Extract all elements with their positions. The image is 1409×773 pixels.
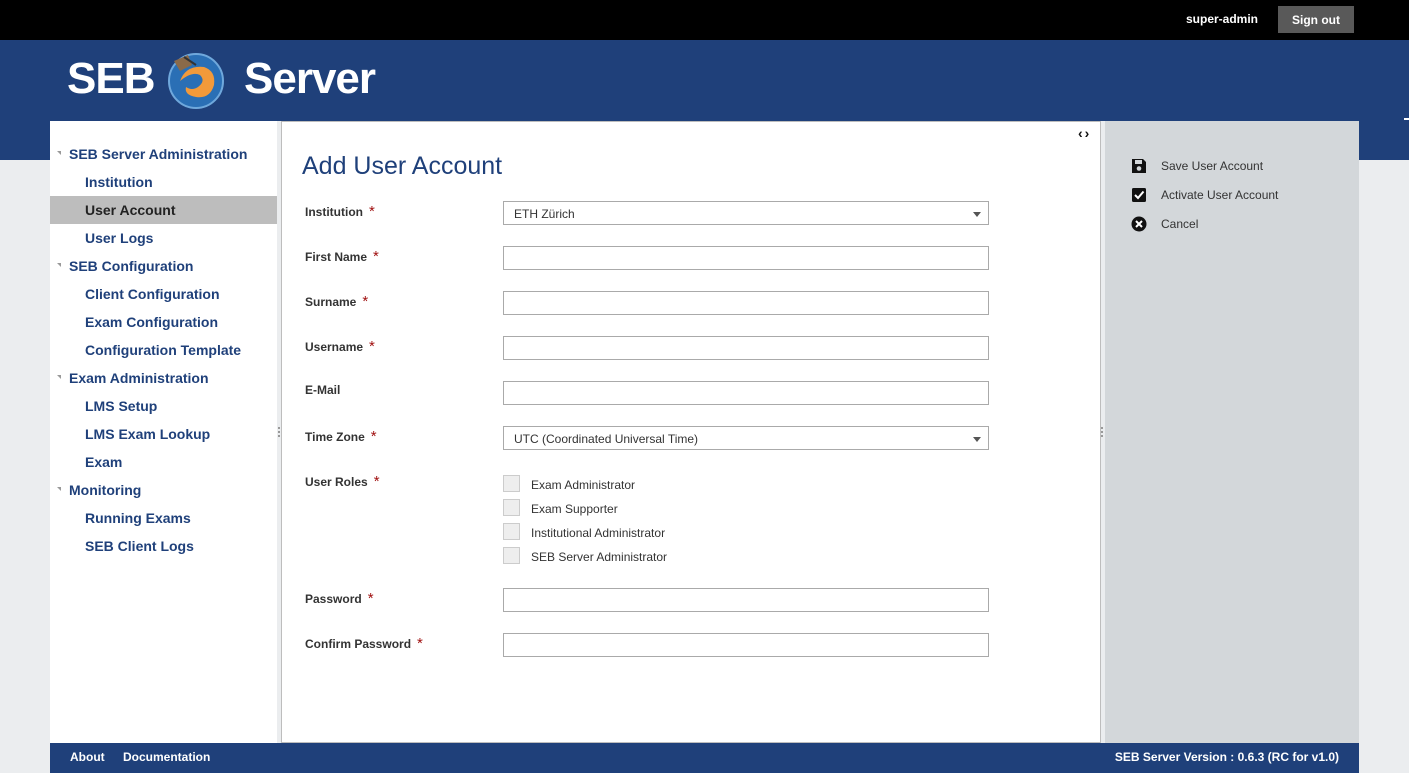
nav-item-label: Exam Configuration (85, 314, 219, 330)
username-label: Username * (305, 338, 375, 355)
role-label: Exam Supporter (531, 502, 618, 516)
nav-item-label: Institution (85, 174, 153, 190)
institution-select-value: ETH Zürich (514, 207, 575, 221)
time-zone-select-value: UTC (Coordinated Universal Time) (514, 432, 699, 446)
sidebar-navigation (50, 121, 277, 743)
nav-item-label: Configuration Template (85, 342, 242, 358)
footer (50, 743, 1359, 773)
nav-item-user-account[interactable] (50, 196, 277, 224)
nav-item-exam[interactable] (50, 448, 277, 476)
nav-group-label: SEB Configuration (69, 258, 194, 274)
time-zone-select[interactable] (503, 426, 989, 450)
required-marker: * (367, 590, 374, 607)
nav-item-lms-setup[interactable] (50, 392, 277, 420)
nav-item-institution[interactable] (50, 168, 277, 196)
surname-input[interactable] (503, 291, 989, 315)
email-label: E-Mail (305, 383, 341, 397)
institution-select[interactable] (503, 201, 989, 225)
logo-text-seb: SEB (67, 54, 155, 103)
action-label: Cancel (1161, 217, 1199, 231)
institution-label: Institution * (305, 203, 375, 220)
nav-group-monitoring[interactable] (50, 476, 277, 504)
time-zone-label: Time Zone * (305, 428, 377, 445)
nav-item-seb-client-logs[interactable] (50, 532, 277, 560)
nav-group-label: Exam Administration (69, 370, 209, 386)
nav-item-exam-configuration[interactable] (50, 308, 277, 336)
collapse-triangle-icon (57, 151, 61, 155)
email-input[interactable] (503, 381, 989, 405)
actions-panel (1105, 121, 1359, 743)
nav-group-label: Monitoring (69, 482, 142, 498)
user-roles-label: User Roles * (305, 473, 380, 490)
role-label: SEB Server Administrator (531, 550, 668, 564)
checkbox-checked-icon (1131, 187, 1147, 203)
nav-item-lms-exam-lookup[interactable] (50, 420, 277, 448)
chevron-down-icon (973, 212, 981, 217)
seb-logo-icon (166, 51, 226, 109)
top-bar (0, 0, 1409, 40)
confirm-password-input[interactable] (503, 633, 989, 657)
role-label: Exam Administrator (531, 478, 636, 492)
nav-item-configuration-template[interactable] (50, 336, 277, 364)
nav-group-label: SEB Server Administration (69, 146, 248, 162)
splitter-grip-icon (1101, 427, 1103, 437)
checkbox-icon[interactable] (503, 499, 520, 516)
collapse-triangle-icon (57, 263, 61, 267)
expand-collapse-icon[interactable]: ‹› (1078, 125, 1092, 141)
nav-item-label: Running Exams (85, 510, 191, 526)
required-marker: * (417, 635, 423, 652)
password-input[interactable] (503, 588, 989, 612)
surname-label: Surname * (305, 293, 369, 310)
documentation-link[interactable]: Documentation (123, 750, 211, 764)
checkbox-icon[interactable] (503, 547, 520, 564)
first-name-input[interactable] (503, 246, 989, 270)
nav-item-label: Exam (85, 454, 123, 470)
nav-group-seb-configuration[interactable] (50, 252, 277, 280)
nav-group-exam-administration[interactable] (50, 364, 277, 392)
header-divider (1404, 118, 1409, 120)
nav-item-label: User Logs (85, 230, 154, 246)
confirm-password-label: Confirm Password * (305, 635, 423, 652)
collapse-triangle-icon (57, 375, 61, 379)
nav-item-label: Client Configuration (85, 286, 220, 302)
splitter-grip-icon (278, 427, 280, 437)
required-marker: * (370, 428, 377, 445)
nav-item-running-exams[interactable] (50, 504, 277, 532)
version-info: SEB Server Version : 0.6.3 (RC for v1.0) (1114, 750, 1339, 764)
nav-item-label: LMS Exam Lookup (85, 426, 211, 442)
first-name-label: First Name * (305, 248, 379, 265)
save-icon (1131, 158, 1147, 174)
action-label: Activate User Account (1161, 188, 1279, 202)
username-input[interactable] (503, 336, 989, 360)
required-marker: * (368, 203, 375, 220)
nav-item-label: User Account (85, 202, 176, 218)
page-title: Add User Account (302, 152, 503, 180)
sign-out-button[interactable]: Sign out (1278, 6, 1354, 33)
required-marker: * (373, 248, 379, 265)
nav-group-seb-server-administration[interactable] (50, 140, 277, 168)
about-link[interactable]: About (70, 750, 105, 764)
nav-item-client-configuration[interactable] (50, 280, 277, 308)
nav-item-user-logs[interactable] (50, 224, 277, 252)
required-marker: * (373, 473, 380, 490)
chevron-down-icon (973, 437, 981, 442)
required-marker: * (369, 338, 375, 355)
nav-item-label: LMS Setup (85, 398, 158, 414)
checkbox-icon[interactable] (503, 475, 520, 492)
current-user-name: super-admin (1186, 12, 1259, 26)
cancel-icon (1131, 216, 1147, 232)
checkbox-icon[interactable] (503, 523, 520, 540)
action-label: Save User Account (1161, 159, 1264, 173)
nav-item-label: SEB Client Logs (85, 538, 194, 554)
logo-text-server: Server (244, 54, 376, 103)
main-content-panel (281, 121, 1101, 743)
role-label: Institutional Administrator (531, 526, 666, 540)
collapse-triangle-icon (57, 487, 61, 491)
password-label: Password * (305, 590, 374, 607)
required-marker: * (362, 293, 369, 310)
